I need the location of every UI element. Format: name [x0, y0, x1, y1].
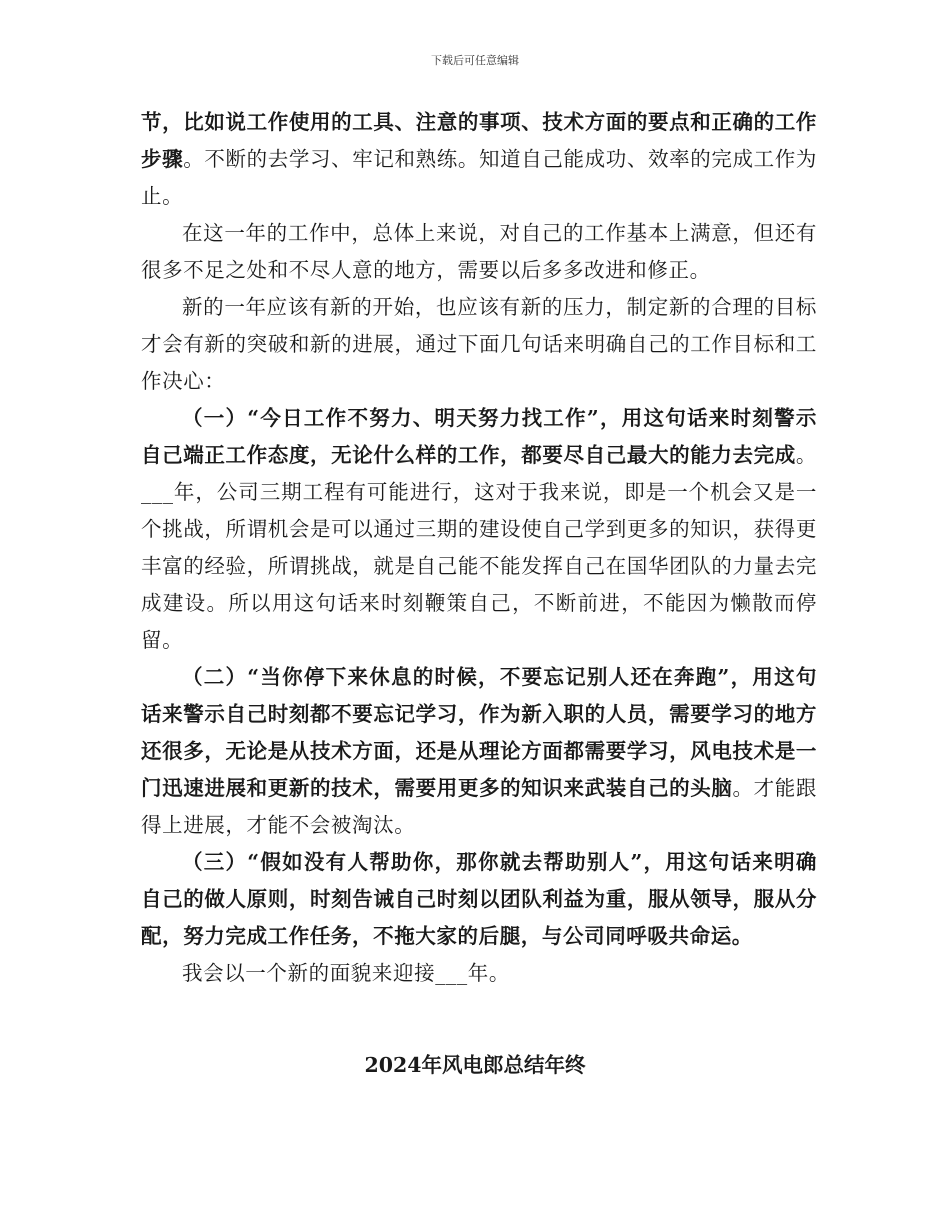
- document-title: 2024年风电郎总结年终: [364, 1053, 586, 1077]
- paragraph-1-text: 。不断的去学习、牢记和熟练。知道自己能成功、效率的完成工作为止。: [141, 147, 818, 208]
- paragraph-5-bold: （二）“当你停下来休息的时候，不要忘记别人还在奔跑”，用这句话来警示自己时刻都不要忘记学习，作为新入职的人员，需要学习的地方还很多，无论是从技术方面，还是从理论方面都需要学习，风电技术是一门迅速进展和更新的技术，需要用更多的知识来武装自己的头脑: [141, 665, 817, 800]
- paragraph-2: [141, 215, 817, 289]
- document-body: [141, 104, 817, 992]
- paragraph-1: [141, 104, 817, 215]
- paragraph-7: [141, 955, 817, 992]
- paragraph-6-bold: （三）“假如没有人帮助你，那你就去帮助别人”，用这句话来明确自己的做人原则，时刻告诫自己时刻以团队利益为重，服从领导，服从分配，努力完成工作任务，不拖大家的后腿，与公司同呼吸共命运。: [141, 850, 817, 948]
- paragraph-5: [141, 659, 817, 844]
- paragraph-6: [141, 844, 817, 955]
- paragraph-5-text: 。才能跟得上进展，才能不会被淘汰。: [141, 776, 817, 837]
- paragraph-4: [141, 400, 817, 659]
- paragraph-4-bold: （一）“今日工作不努力、明天努力找工作”，用这句话来时刻警示自己端正工作态度，无论什么样的工作，都要尽自己最大的能力去完成: [141, 406, 817, 467]
- paragraph-4-text: 。___年，公司三期工程有可能进行，这对于我来说，即是一个机会又是一个挑战，所谓机会是可以通过三期的建设使自己学到更多的知识，获得更丰富的经验，所谓挑战，就是自己能不能发挥自己在国华团队的力量去完成建设。所以用这句话来时刻鞭策自己，不断前进，不能因为懒散而停留。: [141, 443, 817, 652]
- paragraph-7-text: 我会以一个新的面貌来迎接___年。: [182, 961, 510, 985]
- paragraph-2-text: 在这一年的工作中，总体上来说，对自己的工作基本上满意，但还有很多不足之处和不尽人意的地方，需要以后多多改进和修正。: [141, 221, 817, 282]
- paragraph-1-bold: 节，比如说工作使用的工具、注意的事项、技术方面的要点和正确的工作步骤: [141, 110, 817, 171]
- page-header: 下载后可任意编辑: [431, 54, 519, 67]
- paragraph-3-text: 新的一年应该有新的开始，也应该有新的压力，制定新的合理的目标才会有新的突破和新的进展，通过下面几句话来明确自己的工作目标和工作决心：: [141, 295, 817, 393]
- paragraph-3: [141, 289, 817, 400]
